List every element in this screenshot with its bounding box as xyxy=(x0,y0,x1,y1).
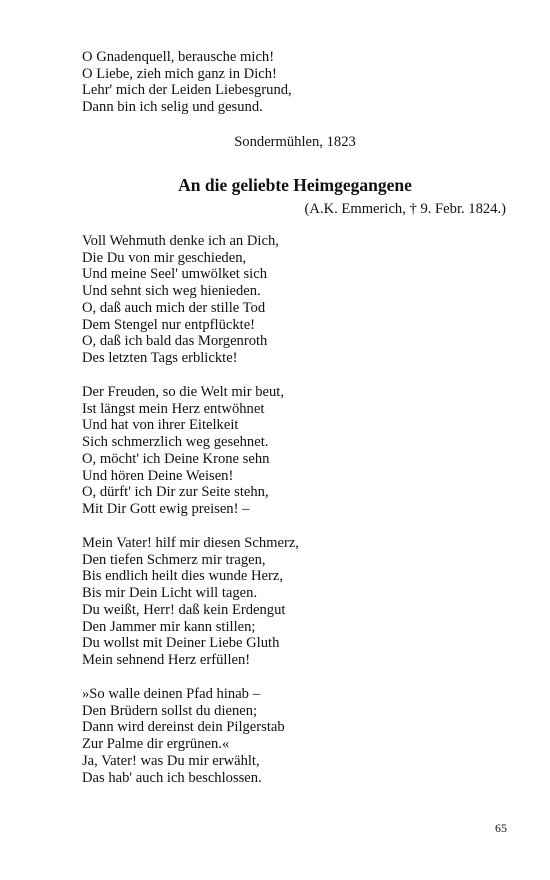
poem-stanza-2 xyxy=(82,384,512,518)
poem-dedication: (A.K. Emmerich, † 9. Febr. 1824.) xyxy=(304,201,506,217)
poem-stanza-3 xyxy=(82,535,512,669)
verse-line: Der Freuden, so die Welt mir beut, xyxy=(82,384,285,400)
verse-line: Voll Wehmuth denke ich an Dich, xyxy=(82,233,279,249)
verse-line: Und meine Seel' umwölket sich xyxy=(82,266,268,283)
verse-line: O, daß auch mich der stille Tod xyxy=(82,299,266,316)
verse-line: Den tiefen Schmerz mir tragen, xyxy=(82,551,266,568)
verse-line: Mit Dir Gott ewig preisen! – xyxy=(82,500,250,517)
verse-line: Lehr' mich der Leiden Liebesgrund, xyxy=(82,82,292,99)
verse-line: Mein Vater! hilf mir diesen Schmerz, xyxy=(82,535,299,551)
verse-line: Und hören Deine Weisen! xyxy=(82,467,234,484)
verse-line: Ist längst mein Herz entwöhnet xyxy=(82,400,265,417)
verse-line: Das hab' auch ich beschlossen. xyxy=(82,769,262,786)
verse-line: »So walle deinen Pfad hinab – xyxy=(82,686,260,702)
verse-line: Bis endlich heilt dies wunde Herz, xyxy=(82,568,284,585)
place-date-signature: Sondermühlen, 1823 xyxy=(234,134,356,150)
verse-line: Ja, Vater! was Du mir erwählt, xyxy=(82,752,260,769)
verse-line: Den Jammer mir kann stillen; xyxy=(82,618,256,635)
verse-line: Mein sehnend Herz erfüllen! xyxy=(82,651,251,668)
verse-line: Du weißt, Herr! daß kein Erdengut xyxy=(82,601,286,618)
verse-line: Bis mir Dein Licht will tagen. xyxy=(82,585,258,602)
verse-line: Des letzten Tags erblickte! xyxy=(82,349,238,366)
verse-line: Sich schmerzlich weg gesehnet. xyxy=(82,434,269,451)
previous-poem-final-stanza xyxy=(82,49,512,116)
verse-line: Zur Palme dir ergrünen.« xyxy=(82,736,230,753)
verse-line: O, daß ich bald das Morgenroth xyxy=(82,333,268,350)
verse-line: Dem Stengel nur entpflückte! xyxy=(82,316,256,333)
verse-line: Den Brüdern sollst du dienen; xyxy=(82,702,258,719)
verse-line: Und sehnt sich weg hienieden. xyxy=(82,283,261,300)
verse-line: Die Du von mir geschieden, xyxy=(82,249,247,266)
verse-line: O, möcht' ich Deine Krone sehn xyxy=(82,450,270,467)
verse-line: Dann wird dereinst dein Pilgerstab xyxy=(82,719,285,736)
verse-line: Du wollst mit Deiner Liebe Gluth xyxy=(82,635,280,652)
poem-stanza-1 xyxy=(82,233,512,367)
verse-line: O, dürft' ich Dir zur Seite stehn, xyxy=(82,484,269,501)
verse-line: O Liebe, zieh mich ganz in Dich! xyxy=(82,65,277,82)
verse-line: Und hat von ihrer Eitelkeit xyxy=(82,417,239,434)
verse-line: Dann bin ich selig und gesund. xyxy=(82,99,263,116)
poem-stanza-4 xyxy=(82,686,512,786)
page-number: 65 xyxy=(495,821,507,835)
verse-line: O Gnadenquell, berausche mich! xyxy=(82,49,275,65)
poem-title: An die geliebte Heimgegangene xyxy=(178,175,412,195)
